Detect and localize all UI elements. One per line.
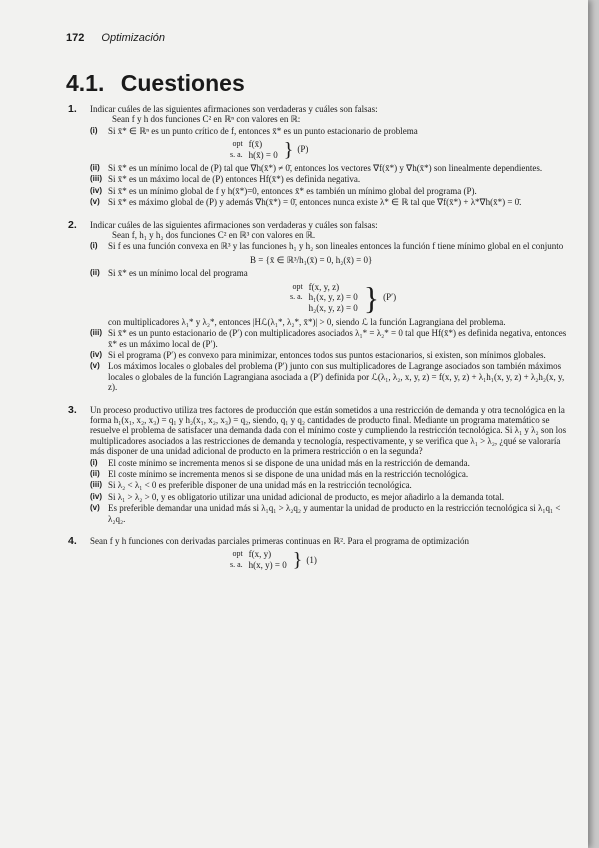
section-title xyxy=(66,70,245,97)
statement-ii-continued xyxy=(90,317,572,327)
statement-i xyxy=(90,458,572,468)
statement-label: (ii) xyxy=(90,268,100,278)
question-number: 4. xyxy=(68,535,77,547)
statement-ii xyxy=(90,268,572,278)
statement-iii xyxy=(90,328,572,349)
statement-label: (iii) xyxy=(90,480,102,490)
statement-text: El coste mínimo se incrementa menos si se dispone de una unidad más en la restricción tecnológica. xyxy=(108,468,469,479)
statement-label: (ii) xyxy=(90,468,100,478)
statement-ii xyxy=(90,469,572,479)
statement-text: Es preferible demandar una unidad más si λ₁q₁ > λ₂q₂ y aumentar la unidad de producto en la restricción tecnológica si λ₁q₁ < λ₂q₂. xyxy=(108,503,561,524)
statement-label: (i) xyxy=(90,241,98,251)
statement-label: (iv) xyxy=(90,185,102,195)
question-setup: Sean f y h dos funciones C² en ℝⁿ con valores en ℝ: xyxy=(112,114,301,125)
statement-label: (v) xyxy=(90,197,100,207)
statement-text: con multiplicadores λ₁* y λ₂*, entonces |Hℒ(λ₁*, λ₂*, x̄*)| > 0, siendo ℒ la función Lagrangiana del problema. xyxy=(108,316,506,327)
statement-iii xyxy=(90,174,572,184)
program-label: opt xyxy=(292,282,303,292)
statement-label: (iii) xyxy=(90,174,102,184)
right-brace: } xyxy=(363,279,380,316)
statement-text: Los máximos locales o globales del problema (P′) junto con sus multiplicadores de Lagrange asociados son también máximos locales o globales de la función Lagrangiana asociada a (P′) definida por ℒ(λ₁, λ₂, x, y, z) = f(x, y, z) + λ₁h₁(x, y, z) + λ₂h₂(x, y, z). xyxy=(108,361,565,393)
statement-label: (i) xyxy=(90,457,98,467)
statement-iv xyxy=(90,492,572,502)
statement-label: (v) xyxy=(90,503,100,513)
page-number: 172 xyxy=(66,32,85,44)
question-4 xyxy=(68,535,572,571)
feasible-set: B = {x̄ ∈ ℝ³/h₁(x̄) = 0, h₂(x̄) = 0} xyxy=(250,254,373,265)
question-2 xyxy=(68,218,572,393)
statement-label: (iv) xyxy=(90,349,102,359)
question-setup: Sean f, h₁ y h₂ dos funciones C² en ℝ³ con valores en ℝ. xyxy=(112,230,316,241)
program-constraint: h₁(x, y, z) = 0 xyxy=(308,292,358,303)
section-number: 4.1. xyxy=(66,70,105,96)
program-1 xyxy=(230,549,572,570)
question-number: 3. xyxy=(68,403,77,416)
statement-i xyxy=(90,241,572,251)
question-intro: Sean f y h funciones con derivadas parciales primeras continuas en ℝ². Para el programa de optimización xyxy=(90,536,469,546)
statement-iv xyxy=(90,350,572,360)
program-p xyxy=(230,139,572,160)
program-constraint: h₂(x, y, z) = 0 xyxy=(308,302,358,313)
question-number: 2. xyxy=(68,218,77,231)
statement-label: (iii) xyxy=(90,328,102,338)
statement-text: El coste mínimo se incrementa menos si se dispone de una unidad más en la restricción de demanda. xyxy=(108,457,470,468)
program-label: s. a. xyxy=(230,559,243,569)
right-brace: } xyxy=(283,138,294,161)
statement-iv xyxy=(90,186,572,196)
statement-i xyxy=(90,126,572,136)
statement-text: Si x̄* es un mínimo global de f y h(x̄*)=0, entonces x̄* es también un mínimo global del programa (P). xyxy=(108,185,477,196)
statement-text: Si λ₁ > λ₂ > 0, y es obligatorio utilizar una unidad adicional de producto, es mejor añadirlo a la demanda total. xyxy=(108,491,505,502)
program-objective: f(x̄) xyxy=(248,139,263,150)
statement-v xyxy=(90,197,572,207)
statement-text: Si el programa (P′) es convexo para minimizar, entonces todos sus puntos estacionarios, si existen, son mínimos globales. xyxy=(108,349,546,360)
question-3 xyxy=(68,403,572,524)
statement-text: Si x̄* ∈ ℝⁿ es un punto crítico de f, entonces x̄* es un punto estacionario de problema xyxy=(108,125,418,136)
questions xyxy=(68,103,572,573)
page-header xyxy=(66,32,165,44)
statement-label: (i) xyxy=(90,125,98,135)
program-constraint: h(x̄) = 0 xyxy=(248,149,278,160)
statement-text: Si x̄* es un punto estacionario de (P′) con multiplicadores asociados λ₁* = λ₂* = 0 tal que Hf(x̄*) es definida negativa, entonces x̄* es un máximo local de (P′). xyxy=(108,328,567,349)
statement-text: Si λ₂ < λ₁ < 0 es preferible disponer de una unidad más en la restricción tecnológica. xyxy=(108,480,412,491)
running-title: Optimización xyxy=(101,32,165,44)
statement-iii xyxy=(90,480,572,490)
program-label: opt xyxy=(232,549,243,559)
program-objective: f(x, y, z) xyxy=(308,282,340,293)
program-objective: f(x, y) xyxy=(248,549,272,560)
statement-label: (ii) xyxy=(90,163,100,173)
statement-text: Si f es una función convexa en ℝ³ y las funciones h₁ y h₂ son lineales entonces la función f tiene mínimo global en el conjunto xyxy=(108,241,564,252)
question-1 xyxy=(68,103,572,208)
program-label: opt xyxy=(232,139,243,149)
statement-text: Si x̄* es un mínimo local de (P) tal que ∇h(x̄*) ≠ 0̄, entonces los vectores ∇f(x̄*) y ∇h(x̄*) son linealmente dependientes. xyxy=(108,163,543,174)
question-intro: Indicar cuáles de las siguientes afirmaciones son verdaderas y cuáles son falsas: xyxy=(90,219,378,230)
statement-v xyxy=(90,361,572,392)
statement-label: (iv) xyxy=(90,491,102,501)
statement-text: Si x̄* es un mínimo local del programa xyxy=(108,268,248,279)
program-constraint: h(x, y) = 0 xyxy=(248,559,287,570)
statement-text: Si x̄* es un máximo local de (P) entonces Hf(x̄*) es definida negativa. xyxy=(108,174,361,185)
question-intro: Un proceso productivo utiliza tres factores de producción que están sometidos a una restricción de demanda y otra tecnológica en la forma h₁(x₁, x₂, x₃) = q₁ y h₂(x₁, x₂, x₃) = q₂, siendo, q₁ y q₂ cantidades de producto final. Mediante un programa matemático se resuelve el problema de satisfacer una demanda dada con el mínimo coste y cumpliendo la restricción tecnológica. Si λ₁ y λ₂ son los multiplicadores asociados a las restricciones de demanda y tecnología, respectivamente, y se verifica que λ₁ > λ₂, ¿qué se valoraría más disponer de una unidad adicional de producto en la primera restricción o en la segunda? xyxy=(90,404,567,457)
statement-v xyxy=(90,503,572,524)
program-name: (1) xyxy=(306,554,317,565)
question-number: 1. xyxy=(68,103,77,115)
statement-ii xyxy=(90,163,572,173)
section-heading: Cuestiones xyxy=(120,70,245,96)
question-intro: Indicar cuáles de las siguientes afirmaciones son verdaderas y cuáles son falsas: xyxy=(90,104,378,114)
program-p-prime xyxy=(290,279,572,316)
program-name: (P′) xyxy=(383,292,397,303)
program-label: s. a. xyxy=(230,149,243,159)
program-name: (P) xyxy=(297,144,309,155)
right-brace: } xyxy=(292,548,303,571)
statement-label: (v) xyxy=(90,361,100,371)
program-label: s. a. xyxy=(290,292,303,302)
statement-text: Si x̄* es máximo global de (P) y además ∇h(x̄*) = 0̄, entonces nunca existe λ* ∈ ℝ tal que ∇f(x̄*) + λ*∇h(x̄*) = 0̄. xyxy=(108,197,522,208)
